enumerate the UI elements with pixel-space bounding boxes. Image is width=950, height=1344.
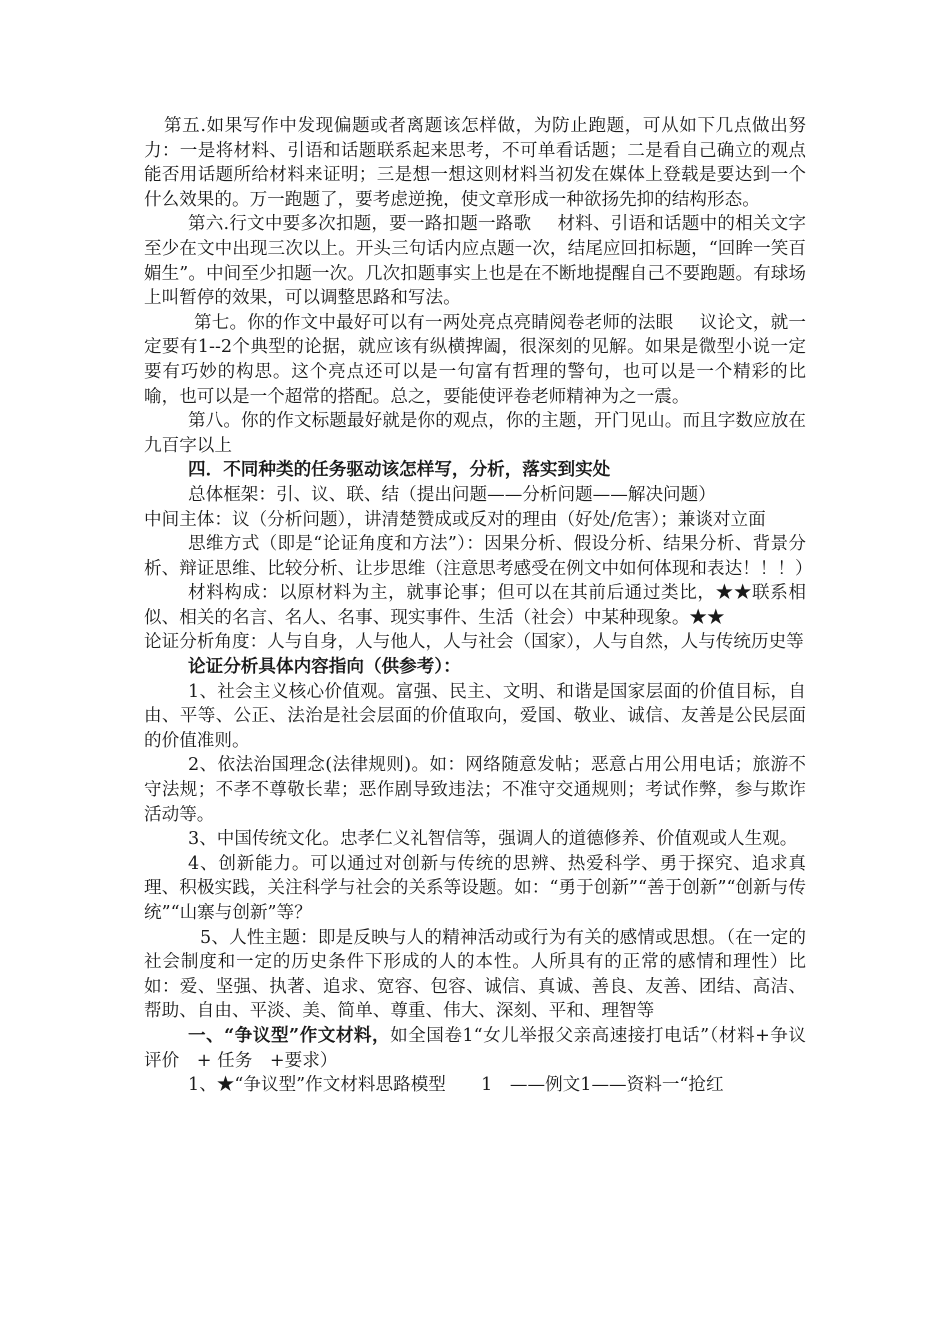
paragraph-material <box>144 581 806 630</box>
paragraph-angle <box>144 630 806 655</box>
document-page <box>144 114 813 1098</box>
paragraph-material-text: 材料构成：以原材料为主，就事论事；但可以在其前后通过类比，★★联系相似、相关的名言、名人、名事、现实事件、生活（社会）中某种现象。★★ <box>144 583 806 628</box>
paragraph-model-text: 1、★“争议型”作文材料思路模型 1 ——例文1——资料一“抢红 <box>188 1075 724 1096</box>
section-heading-one <box>144 1024 806 1073</box>
section-heading-one-rest: 如全国卷1“女儿举报父亲高速接打电话”（材料+争议评价 + 任务 +要求） <box>144 1025 806 1071</box>
list-item-3 <box>144 827 806 852</box>
paragraph-main-body <box>144 508 806 533</box>
section-heading-direction <box>144 655 806 680</box>
section-heading-four <box>144 458 806 483</box>
paragraph-thinking <box>144 532 813 581</box>
section-heading-four-text: 四．不同种类的任务驱动该怎样写，分析，落实到实处 <box>188 459 611 481</box>
paragraph-eighth <box>144 409 806 458</box>
paragraph-sixth <box>144 212 806 310</box>
paragraph-eighth-text: 第八。你的作文标题最好就是你的观点，你的主题，开门见山。而且字数应放在九百字以上 <box>144 411 806 456</box>
paragraph-framework-text: 总体框架：引、议、联、结（提出问题——分析问题——解决问题） <box>188 484 716 505</box>
list-item-5-text: 5、人性主题：即是反映与人的精神活动或行为有关的感情或思想。（在一定的社会制度和一定的历史条件下形成的人的本性。人所具有的正常的感情和理性）比如：爱、坚强、执著、追求、宽容、包容、诚信、真诚、善良、友善、团结、高洁、帮助、自由、平淡、美、简单、尊重、伟大、深刻、平和、理智等 <box>144 927 806 1022</box>
list-item-2 <box>144 753 806 827</box>
list-item-2-text: 2、依法治国理念(法律规则)。如：网络随意发帖；恶意占用公用电话；旅游不守法规；不孝不尊敬长辈；恶作剧导致违法；不准守交通规则；考试作弊，参与欺诈活动等。 <box>144 755 806 825</box>
section-heading-one-bold: 一、“争议型”作文材料， <box>188 1024 391 1046</box>
paragraph-fifth-text: 第五.如果写作中发现偏题或者离题该怎样做，为防止跑题，可从如下几点做出努力：一是将材料、引语和话题联系起来思考，不可单看话题；二是看自己确立的观点能否用话题所给材料来证明；三是想一想这则材料当初发在媒体上登载是要达到一个什么效果的。万一跑题了，要考虑逆挽，使文章形成一种欲扬先抑的结构形态。 <box>144 116 806 210</box>
paragraph-framework <box>144 483 806 508</box>
paragraph-sixth-heading: 第六.行文中要多次扣题，要一路扣题一路歌 <box>188 214 532 235</box>
list-item-5 <box>144 926 806 1024</box>
paragraph-seventh-heading: 第七。你的作文中最好可以有一两处亮点亮睛阅卷老师的法眼 <box>194 312 674 333</box>
list-item-3-text: 3、中国传统文化。忠孝仁义礼智信等，强调人的道德修养、价值观或人生观。 <box>188 829 798 850</box>
paragraph-main-body-text: 中间主体：议（分析问题），讲清楚赞成或反对的理由（好处/危害）；兼谈对立面 <box>144 509 766 530</box>
list-item-1 <box>144 680 806 754</box>
section-heading-direction-text: 论证分析具体内容指向（供参考）： <box>188 656 461 678</box>
paragraph-model <box>144 1073 806 1098</box>
paragraph-thinking-text: 思维方式（即是“论证角度和方法”）：因果分析、假设分析、结果分析、背景分析、辩证思维、比较分析、让步思维（注意思考感受在例文中如何体现和表达！！！） <box>144 534 813 579</box>
paragraph-fifth <box>144 114 806 212</box>
list-item-4 <box>144 852 806 926</box>
list-item-1-text: 1、社会主义核心价值观。富强、民主、文明、和谐是国家层面的价值目标，自由、平等、公正、法治是社会层面的价值取向，爱国、敬业、诚信、友善是公民层面的价值准则。 <box>144 681 806 751</box>
paragraph-seventh-body: 议论文，就一定要有1--2个典型的论据，就应该有纵横捭阖，很深刻的见解。如果是微型小说一定要有巧妙的构思。这个亮点还可以是一句富有哲理的警句，也可以是一个精彩的比喻，也可以是一个超常的搭配。总之，要能使评卷老师精神为之一震。 <box>144 312 806 407</box>
paragraph-seventh <box>144 311 806 409</box>
list-item-4-text: 4、创新能力。可以通过对创新与传统的思辨、热爱科学、勇于探究、追求真理、积极实践，关注科学与社会的关系等设题。如：“勇于创新”“善于创新”“创新与传统”“山寨与创新”等？ <box>144 853 806 923</box>
paragraph-angle-text: 论证分析角度：人与自身，人与他人，人与社会（国家），人与自然，人与传统历史等 <box>144 632 804 653</box>
paragraph-sixth-body: 材料、引语和话题中的相关文字至少在文中出现三次以上。开头三句话内应点题一次，结尾应回扣标题，“回眸一笑百媚生”。中间至少扣题一次。几次扣题事实上也是在不断地提醒自己不要跑题。有球场上叫暂停的效果，可以调整思路和写法。 <box>144 214 806 309</box>
